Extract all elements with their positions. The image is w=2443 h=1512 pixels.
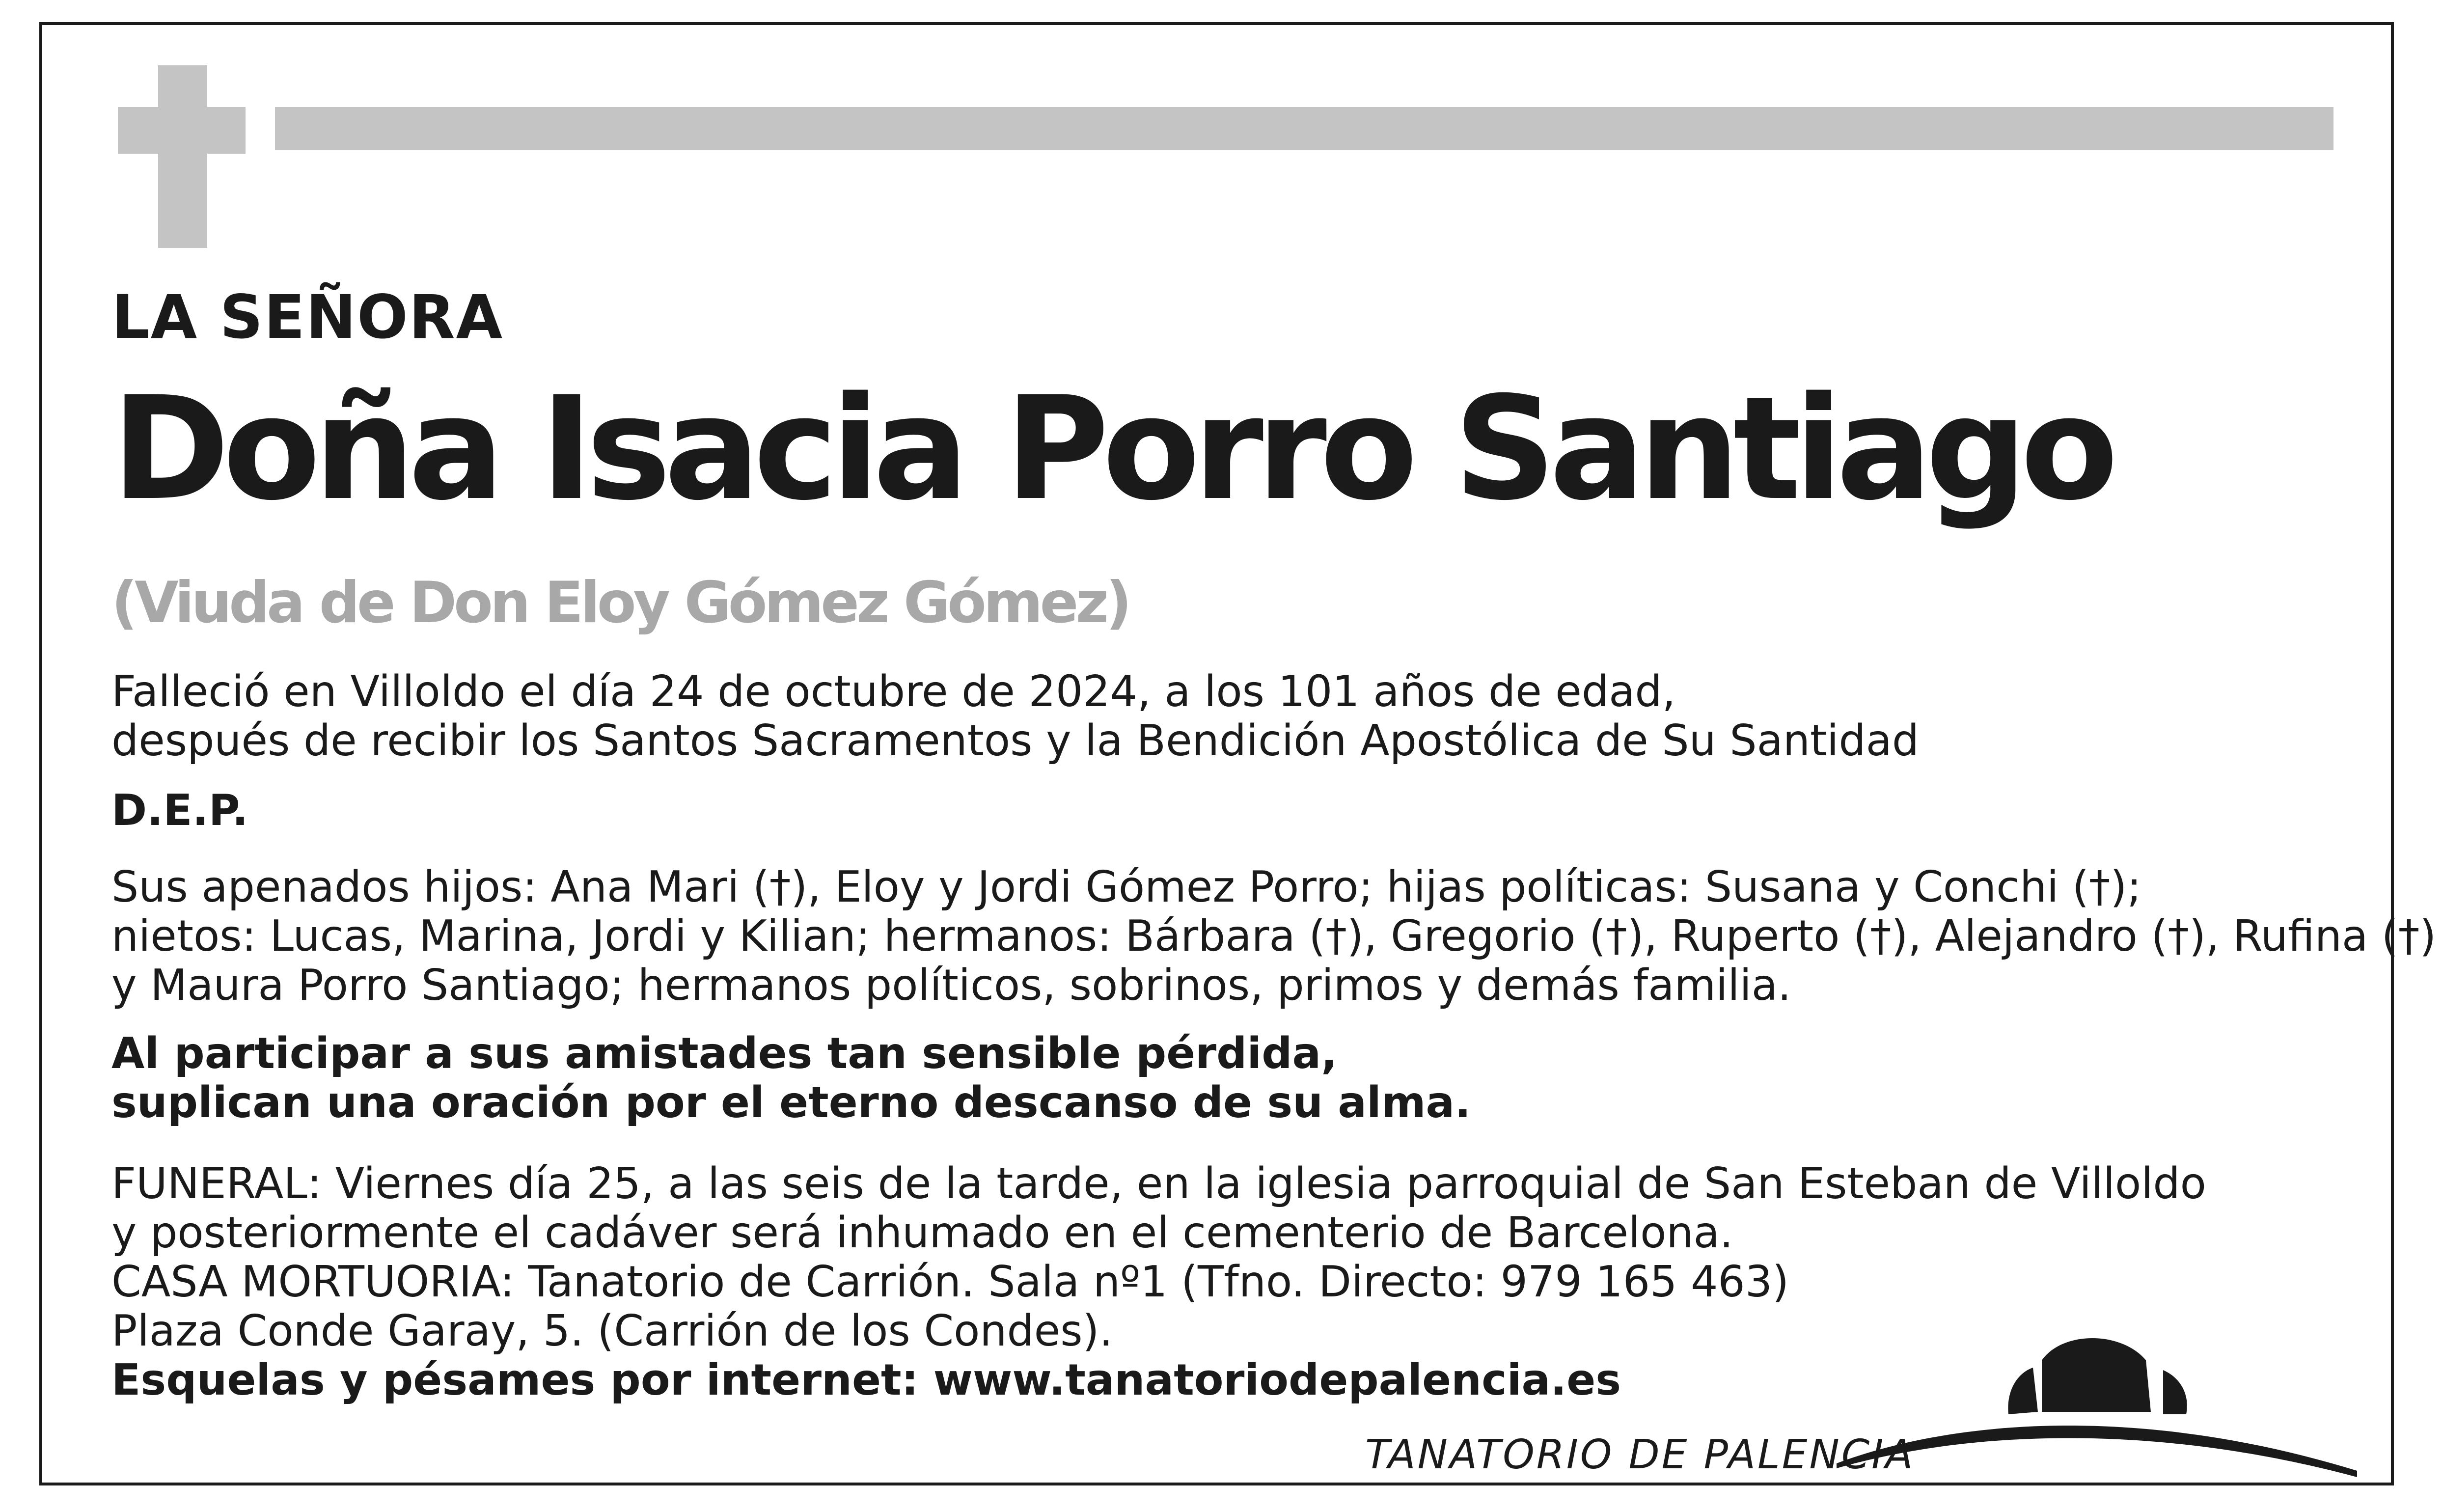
mortuary-line: CASA MORTUORIA: Tanatorio de Carrión. Sala nº1 (Tfno. Directo: 979 165 463) [111, 1257, 1789, 1307]
cross-icon-arm [118, 107, 246, 154]
funeral-line: FUNERAL: Viernes día 25, a las seis de la tarde, en la iglesia parroquial de San Esteban de Villoldo [111, 1158, 2206, 1209]
rip-line: D.E.P. [111, 785, 248, 835]
prayer-request-line: Al participar a sus amistades tan sensible pérdida, [111, 1028, 1338, 1078]
death-notice-line: Falleció en Villoldo el día 24 de octubre de 2024, a los 101 años de edad, [111, 666, 1676, 716]
tanatorio-logo-text: TANATORIO DE PALENCIA [1365, 1431, 1915, 1478]
prayer-request [111, 1029, 1471, 1127]
family-line: nietos: Lucas, Marina, Jordi y Kilian; hermanos: Bárbara (†), Gregorio (†), Ruperto (†), Alejandro (†), Rufina (†) [111, 911, 2437, 961]
family-line: Sus apenados hijos: Ana Mari (†), Eloy y Jordi Gómez Porro; hijas políticas: Susana y Conchi (†); [111, 862, 2141, 912]
family-line: y Maura Porro Santiago; hermanos políticos, sobrinos, primos y demás familia. [111, 960, 1791, 1010]
widow-line: (Viuda de Don Eloy Gómez Gómez) [111, 570, 1129, 636]
honorific: LA SEÑORA [111, 282, 504, 352]
prayer-request-line: suplican una oración por el eterno descanso de su alma. [111, 1077, 1471, 1127]
deceased-name: Doña Isacia Porro Santiago [111, 366, 2112, 532]
header-rule [275, 107, 2333, 150]
address-line: Plaza Conde Garay, 5. (Carrión de los Condes). [111, 1306, 1113, 1356]
cross-icon [158, 65, 207, 248]
family-paragraph [111, 862, 2436, 1010]
death-notice-line: después de recibir los Santos Sacramentos y la Bendición Apostólica de Su Santidad [111, 715, 1920, 766]
funeral-line: y posteriormente el cadáver será inhumado en el cementerio de Barcelona. [111, 1208, 1733, 1258]
death-notice [111, 667, 1919, 765]
website-line: Esquelas y pésames por internet: www.tanatoriodepalencia.es [111, 1355, 1621, 1405]
